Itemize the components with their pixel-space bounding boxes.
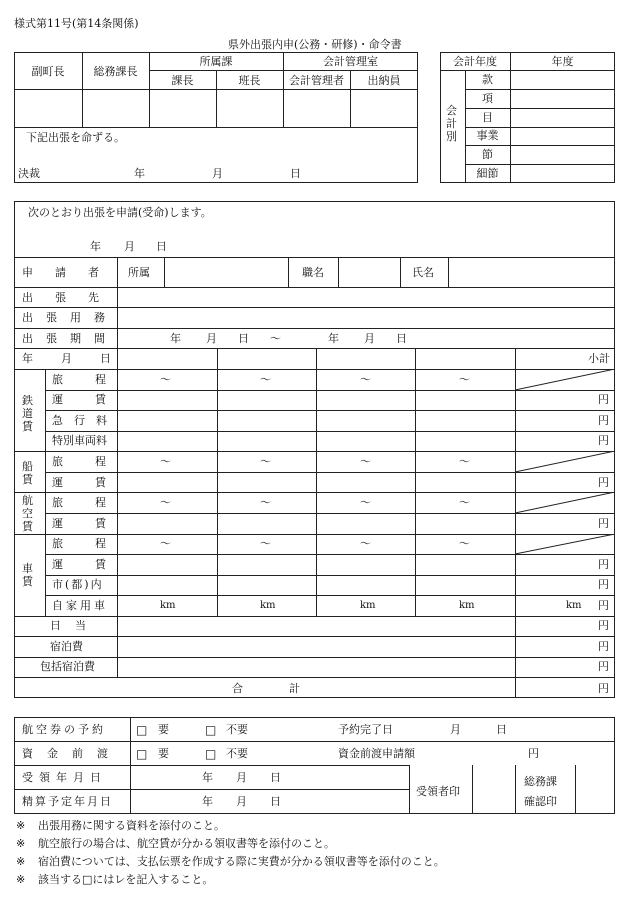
decision-month: 月 [212,167,223,180]
period-tilde: 〜 [270,332,281,345]
period-end-year: 年 [328,332,339,345]
note-item: 該当する□にはレを記入すること。 [38,873,214,886]
air-need-label: 要 [158,723,169,736]
yen-unit: 円 [598,414,609,427]
lodging-label: 宿泊費 [50,640,83,653]
reservation-done-label: 予約完了日 [338,723,393,736]
section-chief-label: 課長 [171,74,194,87]
application-month: 月 [124,240,135,253]
car-itinerary-label: 旅程 [52,537,138,550]
car-fare-group: 車賃 [22,562,33,588]
receipt-day: 日 [270,771,281,784]
yen-unit: 円 [598,517,609,530]
account-row-setsu: 節 [482,148,493,161]
funds-advance-label: 資金前渡 [22,747,122,760]
air-no-need-checkbox[interactable]: □ [205,723,217,737]
km-unit: km [566,600,582,611]
km-unit: km [360,600,376,611]
date-row-label: 年月日 [22,352,139,365]
note-mark: ※ [16,873,26,886]
total-label-2: 計 [289,682,300,695]
department-label: 所属課 [199,55,233,68]
yen-unit: 円 [598,682,609,695]
yen-unit: 円 [598,619,609,632]
rail-fare-group: 鉄道賃 [22,394,33,433]
note-mark: ※ [16,855,26,868]
funds-need-label: 要 [158,747,169,760]
tilde: 〜 [459,496,470,509]
application-day: 日 [156,240,167,253]
general-affairs-chief-label: 総務課長 [93,65,138,78]
ship-itinerary-label: 旅程 [52,455,138,468]
settlement-year: 年 [202,795,213,808]
form-number: 様式第11号(第14条関係) [14,17,139,30]
total-label-1: 合 [232,682,243,695]
decision-day: 日 [290,167,301,180]
ship-fare-label: 運賃 [52,476,138,489]
yen-unit: 円 [598,660,609,673]
team-leader-label: 班長 [238,74,261,87]
destination-label: 出張先 [22,291,121,304]
account-row-kou: 項 [482,92,493,105]
tilde: 〜 [360,373,371,386]
air-reservation-label: 航空券の予約 [22,723,106,736]
advance-amount-yen: 円 [528,747,539,760]
period-label: 出張期間 [22,332,118,345]
fiscal-year-value: 年度 [551,55,574,68]
decision-year: 年 [134,167,145,180]
inclusive-lodging-label: 包括宿泊費 [40,660,95,673]
period-start-month: 月 [206,332,217,345]
note-mark: ※ [16,837,26,850]
express-fee-label: 急行料 [52,414,118,427]
tilde: 〜 [160,537,171,550]
tilde: 〜 [260,537,271,550]
tilde: 〜 [260,373,271,386]
city-fare-label: 市(都)内 [52,578,104,591]
diagonal-strike [515,534,615,554]
rail-fare-label: 運賃 [52,393,138,406]
yen-unit: 円 [598,578,609,591]
funds-no-need-checkbox[interactable]: □ [205,747,217,761]
decision-label: 決裁 [18,167,40,180]
tilde: 〜 [160,496,171,509]
tilde: 〜 [160,373,171,386]
confirm-seal-label: 確認印 [524,795,557,808]
km-unit: km [260,600,276,611]
yen-unit: 円 [598,558,609,571]
period-end-day: 日 [396,332,407,345]
reservation-day: 日 [496,723,507,736]
tilde: 〜 [260,496,271,509]
note-item: 航空旅行の場合は、航空賃が分かる領収書等を添付のこと。 [38,837,335,850]
special-car-fee-label: 特別車両料 [52,434,107,447]
application-year: 年 [90,240,101,253]
name-label: 氏名 [412,266,434,279]
yen-unit: 円 [598,599,609,612]
tilde: 〜 [360,455,371,468]
subtotal-label: 小計 [588,352,610,365]
job-title-label: 職名 [302,266,324,279]
funds-no-need-label: 不要 [226,747,248,760]
receipt-year: 年 [202,771,213,784]
accounting-manager-label: 会計管理者 [289,74,344,87]
applicant-label: 申請者 [22,266,121,279]
air-need-checkbox[interactable]: □ [136,723,148,737]
note-item: 宿泊費については、支払伝票を作成する際に実費が分かる領収書等を添付のこと。 [38,855,445,868]
account-row-kan: 款 [482,73,493,86]
form-title: 県外出張内申(公務・研修)・命令書 [228,38,402,51]
yen-unit: 円 [598,476,609,489]
ship-fare-group: 船賃 [22,460,33,486]
note-item: 出張用務に関する資料を添付のこと。 [38,819,225,832]
general-affairs-label: 総務課 [524,775,557,788]
diagonal-strike [515,451,615,472]
tilde: 〜 [360,496,371,509]
tilde: 〜 [160,455,171,468]
tilde: 〜 [459,373,470,386]
reservation-month: 月 [450,723,461,736]
tilde: 〜 [459,455,470,468]
settlement-date-label: 精算予定年月日 [22,795,113,808]
km-unit: km [459,600,475,611]
account-row-moku: 目 [482,111,493,124]
rail-itinerary-label: 旅程 [52,373,138,386]
affiliation-label: 所属 [128,266,150,279]
tilde: 〜 [360,537,371,550]
air-fare-group: 航空賃 [22,494,33,533]
funds-need-checkbox[interactable]: □ [136,747,148,761]
daily-allowance-label: 日当 [50,619,100,632]
account-row-saisetsu: 細節 [476,167,499,180]
receipt-month: 月 [236,771,247,784]
accounting-office-label: 会計管理室 [323,55,378,68]
accounting-section-label: 会計別 [446,104,457,143]
order-text: 下記出張を命ずる。 [26,131,125,144]
yen-unit: 円 [598,434,609,447]
car-fare-label: 運賃 [52,558,138,571]
advance-amount-label: 資金前渡申請額 [338,747,415,760]
tilde: 〜 [260,455,271,468]
vice-mayor-label: 副町長 [31,65,65,78]
note-mark: ※ [16,819,26,832]
yen-unit: 円 [598,640,609,653]
application-intro: 次のとおり出張を申請(受命)します。 [28,206,212,219]
air-fare-label: 運賃 [52,517,138,530]
diagonal-strike [515,369,615,390]
period-start-year: 年 [170,332,181,345]
tilde: 〜 [459,537,470,550]
account-row-jigyo: 事業 [476,129,499,142]
km-unit: km [160,600,176,611]
purpose-label: 出張用務 [22,311,118,324]
settlement-day: 日 [270,795,281,808]
settlement-month: 月 [236,795,247,808]
diagonal-strike [515,492,615,513]
yen-unit: 円 [598,393,609,406]
air-no-need-label: 不要 [226,723,248,736]
period-end-month: 月 [364,332,375,345]
private-car-label: 自家用車 [52,599,108,612]
fiscal-year-label: 会計年度 [453,55,497,68]
receipt-date-label: 受領年月日 [22,771,107,784]
period-start-day: 日 [238,332,249,345]
receiver-seal-label: 受領者印 [416,785,460,798]
cashier-label: 出納員 [367,74,401,87]
air-itinerary-label: 旅程 [52,496,138,509]
